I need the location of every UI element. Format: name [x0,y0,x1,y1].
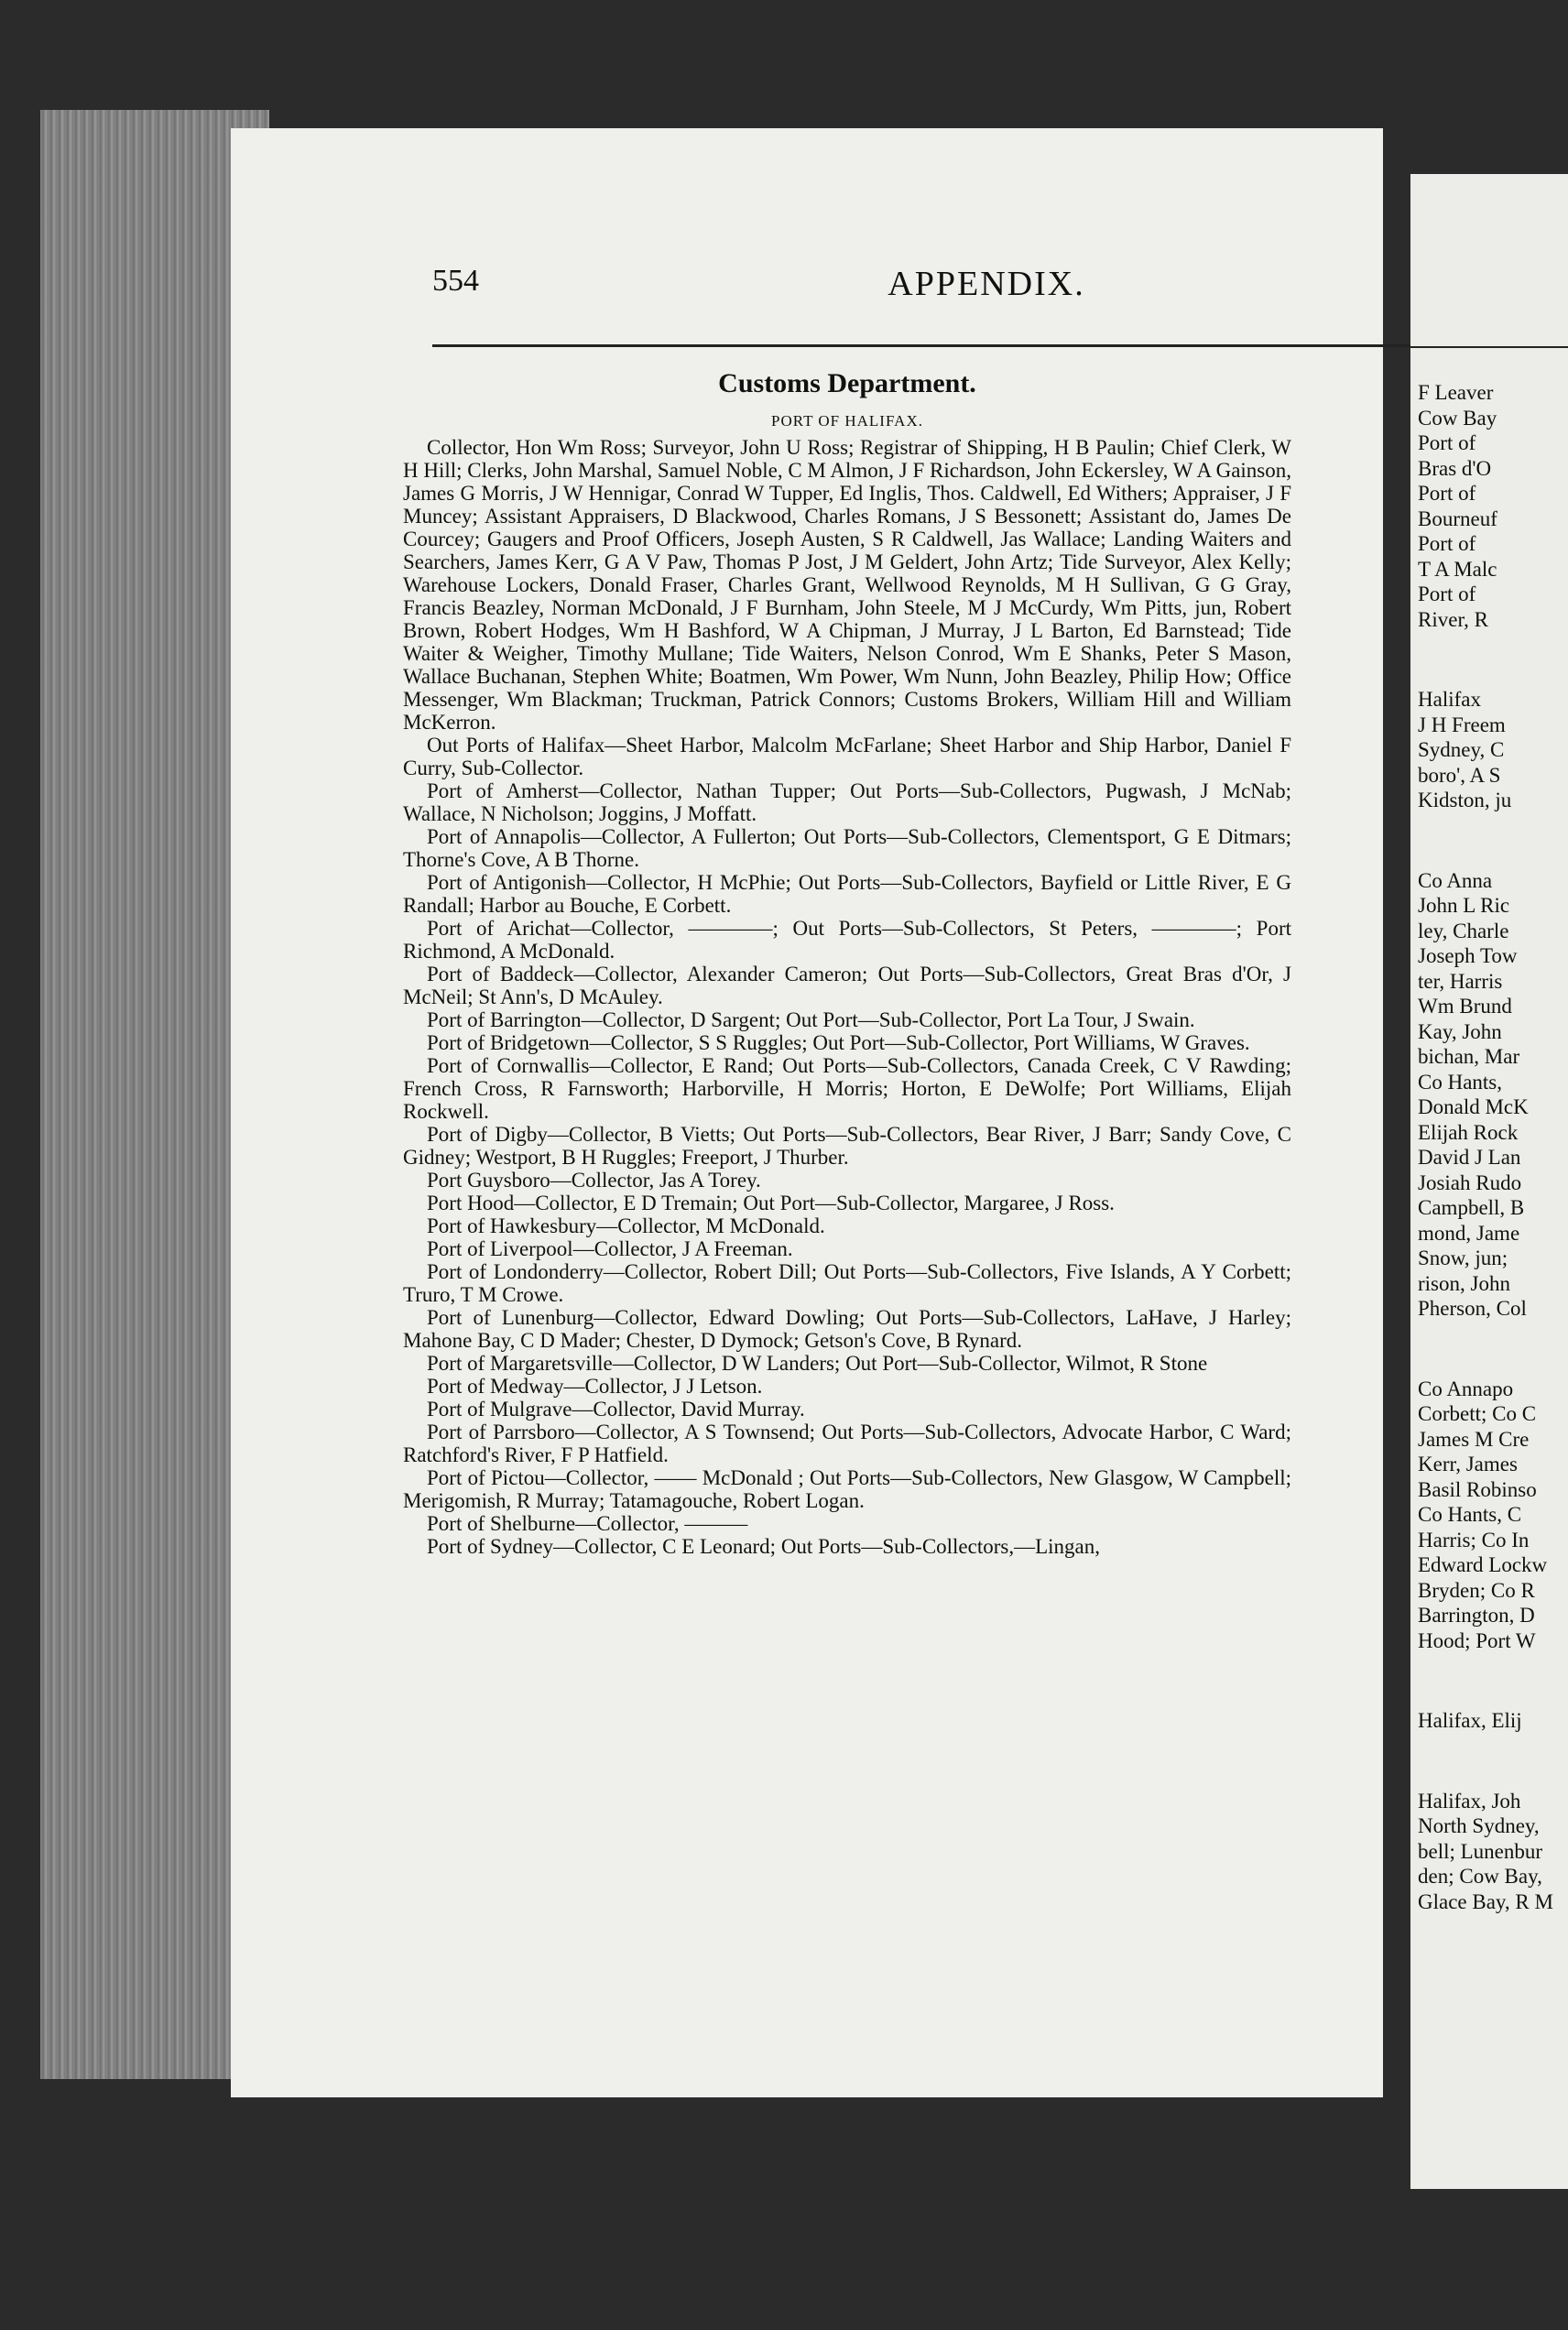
paragraph: Collector, Hon Wm Ross; Surveyor, John U Ross; Registrar of Shipping, H B Paulin; Chief Clerk, W H Hill; Clerks, John Marshal, Samuel Noble, C M Almon, J F Richardson, John Eckersley, W A Gainson, James G Morris, J W Hennigar, Conrad W Tupper, Ed Inglis, Thos. Caldwell, Ed Withers; Appraiser, J F Muncey; Assistant Appraisers, D Blackwood, Charles Romans, J S Bessonett; Assistant do, James De Courcey; Gaugers and Proof Officers, Joseph Austen, S R Caldwell, Jas Wallace; Landing Waiters and Searchers, James Kerr, G A V Paw, Thomas P Jost, J M Geldert, John Artz; Tide Surveyor, Alex Kelly; Warehouse Lockers, Donald Fraser, Charles Grant, Wellwood Reynolds, M H Sullivan, G G Gray, Francis Beazley, Norman McDonald, J F Burnham, John Steele, M J McCurdy, Wm Pitts, jun, Robert Brown, Robert Hodges, Wm H Bashford, W A Chipman, J Murray, J L Barton, Ed Barnstead; Tide Waiter & Weigher, Timothy Mullane; Tide Waiters, Nelson Conrod, Wm E Shanks, Peter S Mason, Wallace Buchanan, Stephen White; Boatmen, Wm Power, Wm Nunn, John Beazley, Philip How; Office Messenger, Wm Blackman; Truckman, Patrick Connors; Customs Brokers, William Hill and William McKerron. [403,436,1291,734]
paragraph: Port of Liverpool—Collector, J A Freeman. [427,1237,793,1260]
paragraph: Port of Londonderry—Collector, Robert Dill; Out Ports—Sub-Collectors, Five Islands, A Y Corbett; Truro, T M Crowe. [403,1260,1291,1306]
paragraph: Port of Baddeck—Collector, Alexander Cameron; Out Ports—Sub-Collectors, Great Bras d'Or, J McNeil; St Ann's, D McAuley. [403,963,1291,1008]
paragraph: Port Guysboro—Collector, Jas A Torey. [427,1169,761,1192]
facing-page-line: Sydney, C [1418,738,1505,761]
page-header [432,264,1541,319]
facing-page-line: Cow Bay [1418,406,1497,430]
facing-page-line: Halifax [1418,688,1481,711]
paragraph: Port of Antigonish—Collector, H McPhie; Out Ports—Sub-Collectors, Bayfield or Little River, E G Randall; Harbor au Bouche, E Corbett. [403,871,1291,917]
paragraph: Port of Margaretsville—Collector, D W Landers; Out Port—Sub-Collector, Wilmot, R Stone [427,1352,1208,1375]
facing-page-gap [1418,1653,1568,1708]
facing-page-gap [1418,632,1568,687]
facing-page-line: Co Hants, [1418,1070,1502,1094]
facing-page-line: J H Freem [1418,713,1506,736]
facing-page-line: Corbett; Co C [1418,1402,1537,1425]
paragraph: Port of Parrsboro—Collector, A S Townsend; Out Ports—Sub-Collectors, Advocate Harbor, C Ward; Ratchford's River, F P Hatfield. [403,1421,1291,1466]
paragraph: Port of Pictou—Collector, —— McDonald ; Out Ports—Sub-Collectors, New Glasgow, W Campbell; Merigomish, R Murray; Tatamagouche, Robert Logan. [403,1466,1291,1512]
facing-page-line: James M Cre [1418,1427,1530,1451]
facing-page-line: Harris; Co In [1418,1528,1530,1552]
facing-page-line: Basil Robinso [1418,1477,1537,1501]
facing-page-line: mond, Jame [1418,1221,1520,1245]
paragraph: Port of Amherst—Collector, Nathan Tupper; Out Ports—Sub-Collectors, Pugwash, J McNab; Wallace, N Nicholson; Joggins, J Moffatt. [403,779,1291,825]
facing-page-line: Port of [1418,582,1476,605]
header-rule [432,344,1545,347]
facing-page-line: Edward Lockw [1418,1553,1548,1576]
paragraph: Port of Annapolis—Collector, A Fullerton; Out Ports—Sub-Collectors, Clementsport, G E Ditmars; Thorne's Cove, A B Thorne. [403,825,1291,871]
facing-page-line: Kidston, ju [1418,789,1512,811]
facing-page-line: T A Malc [1418,557,1497,581]
facing-page-line: Port of [1418,431,1476,454]
facing-page-line: Elijah Rock [1418,1120,1519,1144]
facing-page-line: Donald McK [1418,1095,1529,1118]
facing-page-line: Joseph Tow [1418,944,1518,967]
facing-page-line: den; Cow Bay, [1418,1865,1542,1888]
paragraph: Port of Hawkesbury—Collector, M McDonald. [427,1214,825,1237]
facing-page-line: Bras d'O [1418,456,1492,480]
facing-page-line: Barrington, D [1418,1604,1535,1627]
paragraph: Port of Lunenburg—Collector, Edward Dowling; Out Ports—Sub-Collectors, LaHave, J Harley; Mahone Bay, C D Mader; Chester, D Dymock; Getson's Cove, B Rynard. [403,1306,1291,1352]
facing-page-gap [1418,1734,1568,1789]
paragraph: Port of Digby—Collector, B Vietts; Out Ports—Sub-Collectors, Bear River, J Barr; Sandy Cove, C Gidney; Westport, B H Ruggles; Freeport, J Thurber. [403,1123,1291,1169]
facing-page-line: Glace Bay, R M [1418,1889,1553,1913]
facing-page-line: Campbell, B [1418,1196,1525,1219]
paragraph: Port of Medway—Collector, J J Letson. [427,1375,763,1398]
section-title: Customs Department. [718,368,976,398]
facing-page-line: Halifax, Elij [1418,1709,1522,1732]
facing-page-line: Bourneuf [1418,506,1497,530]
left-page [231,128,1383,2097]
facing-page-line: Co Hants, C [1418,1503,1522,1526]
subsection-title: PORT OF HALIFAX. [771,412,923,430]
facing-page-line: rison, John [1418,1271,1510,1295]
facing-page-line: boro', A S [1418,763,1501,787]
page-content [403,368,1291,1558]
facing-page-line: Kerr, James [1418,1453,1518,1475]
facing-page-line: Hood; Port W [1418,1628,1536,1652]
facing-page-line: Bryden; Co R [1418,1578,1535,1602]
facing-page-line: Co Annapo [1418,1377,1514,1400]
paragraph: Port Hood—Collector, E D Tremain; Out Port—Sub-Collector, Margaree, J Ross. [427,1192,1115,1214]
paragraph: Port of Bridgetown—Collector, S S Ruggles; Out Port—Sub-Collector, Port Williams, W Graves. [427,1031,1250,1054]
facing-page-line: Pherson, Col [1418,1297,1527,1320]
facing-page-line: River, R [1418,607,1489,631]
facing-page-line: Port of [1418,482,1476,505]
paragraph: Port of Barrington—Collector, D Sargent; Out Port—Sub-Collector, Port La Tour, J Swain. [427,1008,1195,1031]
facing-page-line: bell; Lunenbur [1418,1839,1543,1863]
paragraph: Port of Cornwallis—Collector, E Rand; Out Ports—Sub-Collectors, Canada Creek, C V Rawding; French Cross, R Farnsworth; Harborville, H Morris; Horton, E DeWolfe; Port Williams, Elijah Rockwell. [403,1054,1291,1123]
facing-page-line: ley, Charle [1418,919,1509,942]
paragraph: Out Ports of Halifax—Sheet Harbor, Malcolm McFarlane; Sheet Harbor and Ship Harbor, Daniel F Curry, Sub-Collector. [403,734,1291,779]
facing-page-line: Halifax, Joh [1418,1789,1521,1813]
facing-page-line: bichan, Mar [1418,1045,1520,1068]
facing-page [1410,174,1568,2189]
paragraph: Port of Arichat—Collector, ————; Out Ports—Sub-Collectors, St Peters, ————; Port Richmond, A McDonald. [403,917,1291,963]
paragraph: Port of Shelburne—Collector, ——— [427,1512,748,1535]
facing-page-line: F Leaver [1418,381,1494,404]
facing-page-line: North Sydney, [1418,1814,1540,1837]
facing-page-line: Snow, jun; [1418,1247,1508,1269]
facing-page-gap [1418,813,1568,868]
facing-page-line: Wm Brund [1418,995,1512,1018]
facing-page-line: Kay, John [1418,1019,1502,1043]
running-head: APPENDIX. [887,265,1085,303]
facing-page-rule [1410,346,1568,348]
facing-page-gap [1418,1322,1568,1377]
paragraph: Port of Sydney—Collector, C E Leonard; Out Ports—Sub-Collectors,—Lingan, [427,1535,1101,1558]
facing-page-line: Co Anna [1418,868,1493,892]
facing-page-line: Port of [1418,532,1476,555]
page-number: 554 [432,264,479,298]
facing-page-line: David J Lan [1418,1146,1521,1169]
facing-page-line: John L Ric [1418,894,1510,917]
facing-page-text [1418,380,1568,1914]
paragraph: Port of Mulgrave—Collector, David Murray. [427,1398,805,1421]
facing-page-line: Josiah Rudo [1418,1170,1522,1194]
facing-page-line: ter, Harris [1418,969,1503,993]
